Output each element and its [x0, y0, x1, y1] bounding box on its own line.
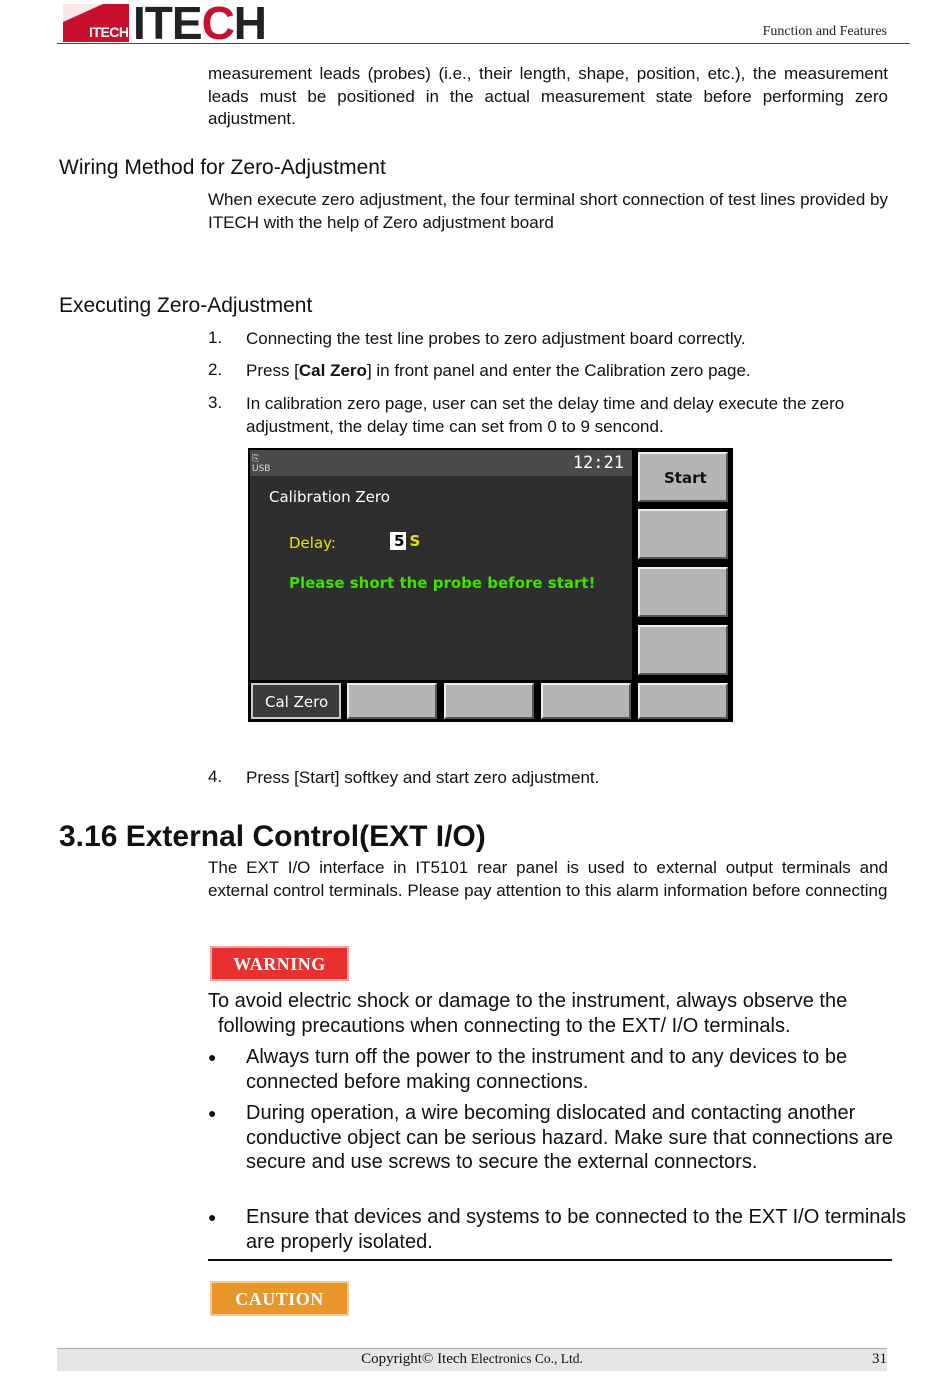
wiring-heading: Wiring Method for Zero-Adjustment — [59, 156, 386, 179]
step-number: 1. — [208, 328, 223, 347]
softkey-bottom-3[interactable] — [444, 683, 534, 719]
logo-wordmark-text: ITECH — [133, 0, 266, 49]
screen-display — [250, 450, 632, 680]
delay-field[interactable] — [390, 532, 420, 550]
instrument-screen — [248, 448, 733, 722]
step-number: 3. — [208, 393, 223, 412]
header-section-title: Function and Features — [762, 24, 887, 39]
footer-copyright — [57, 1351, 887, 1368]
logo-wordmark-accent: C — [201, 0, 234, 49]
page-number: 31 — [872, 1351, 887, 1367]
intro-paragraph: measurement leads (probes) (i.e., their length, shape, position, etc.), the measurement leads must be positioned in the actual measurement state before performing zero adjustment. — [208, 64, 888, 128]
section-heading: 3.16 External Control(EXT I/O) — [59, 820, 486, 853]
softkey-label: Cal Zero — [265, 693, 329, 711]
usb-label: USB — [252, 464, 271, 474]
step-text: Connecting the test line probes to zero adjustment board correctly. — [246, 329, 746, 348]
bullet-icon: ● — [208, 1105, 217, 1121]
step-text: In calibration zero page, user can set the delay time and delay execute the zero adjustment, the delay time can set from 0 to 9 sencond. — [246, 394, 845, 436]
executing-heading: Executing Zero-Adjustment — [59, 294, 313, 317]
softkey-side-2[interactable] — [638, 509, 728, 559]
softkey-side-4[interactable] — [638, 625, 728, 675]
screen-status-bar — [250, 450, 632, 476]
section-divider — [208, 1259, 892, 1261]
softkey-cal-zero[interactable] — [251, 683, 341, 719]
logo-arrow-icon — [63, 4, 103, 22]
softkey-side-3[interactable] — [638, 567, 728, 617]
screen-title: Calibration Zero — [269, 488, 390, 506]
itech-logo — [63, 0, 295, 49]
screen-message: Please short the probe before start! — [289, 574, 596, 592]
usb-icon: ⎘ USB — [252, 454, 271, 474]
warning-badge: WARNING — [210, 946, 349, 981]
ext-io-paragraph: The EXT I/O interface in IT5101 rear panel is used to external output terminals and external control terminals. Please pay attention to this alarm information before connecting — [208, 858, 888, 900]
header-divider — [57, 43, 910, 44]
company-name: Itech — [437, 1351, 468, 1367]
softkey-bottom-4[interactable] — [541, 683, 631, 719]
warning-intro — [208, 989, 898, 1038]
step-text: Press [Start] softkey and start zero adjustment. — [246, 768, 600, 787]
delay-value[interactable]: 5 — [390, 532, 406, 550]
step-text — [246, 360, 889, 383]
warning-bullet: Always turn off the power to the instrument and to any devices to be connected before making connections. — [246, 1046, 848, 1093]
warning-bullet: Ensure that devices and systems to be connected to the EXT I/O terminals are properly isolated. — [246, 1206, 906, 1253]
softkey-label: Start — [664, 469, 707, 487]
step-text-pre: Press [ — [246, 361, 299, 380]
softkey-start[interactable] — [638, 452, 728, 502]
company-name-rest: Electronics Co., Ltd. — [470, 1351, 583, 1366]
warning-bullet: During operation, a wire becoming dislocated and contacting another conductive object can be serious hazard. Make sure that connections are secure and use screws to secure the external connectors. — [246, 1102, 894, 1173]
clock-readout: 12:21 — [572, 453, 624, 473]
warning-intro-line-1: To avoid electric shock or damage to the instrument, always observe the — [208, 990, 848, 1012]
step-text-post: ] in front panel and enter the Calibration zero page. — [366, 361, 751, 380]
softkey-bottom-5[interactable] — [638, 683, 728, 719]
wiring-paragraph: When execute zero adjustment, the four terminal short connection of test lines provided by ITECH with the help of Zero adjustment board — [208, 190, 888, 232]
copyright-label: Copyright© — [361, 1351, 434, 1367]
step-number: 2. — [208, 360, 223, 379]
footer — [57, 1348, 887, 1371]
step-number: 4. — [208, 767, 223, 786]
caution-badge: CAUTION — [210, 1281, 349, 1316]
warning-intro-line-2: following precautions when connecting to the EXT/ I/O terminals. — [218, 1014, 791, 1037]
bullet-icon: ● — [208, 1049, 217, 1065]
logo-small-text: ITECH — [89, 24, 129, 40]
cal-zero-key-label: Cal Zero — [298, 361, 367, 380]
softkey-bottom-2[interactable] — [347, 683, 437, 719]
delay-label: Delay: — [289, 534, 336, 552]
bullet-icon: ● — [208, 1209, 217, 1225]
delay-unit: S — [409, 532, 421, 550]
